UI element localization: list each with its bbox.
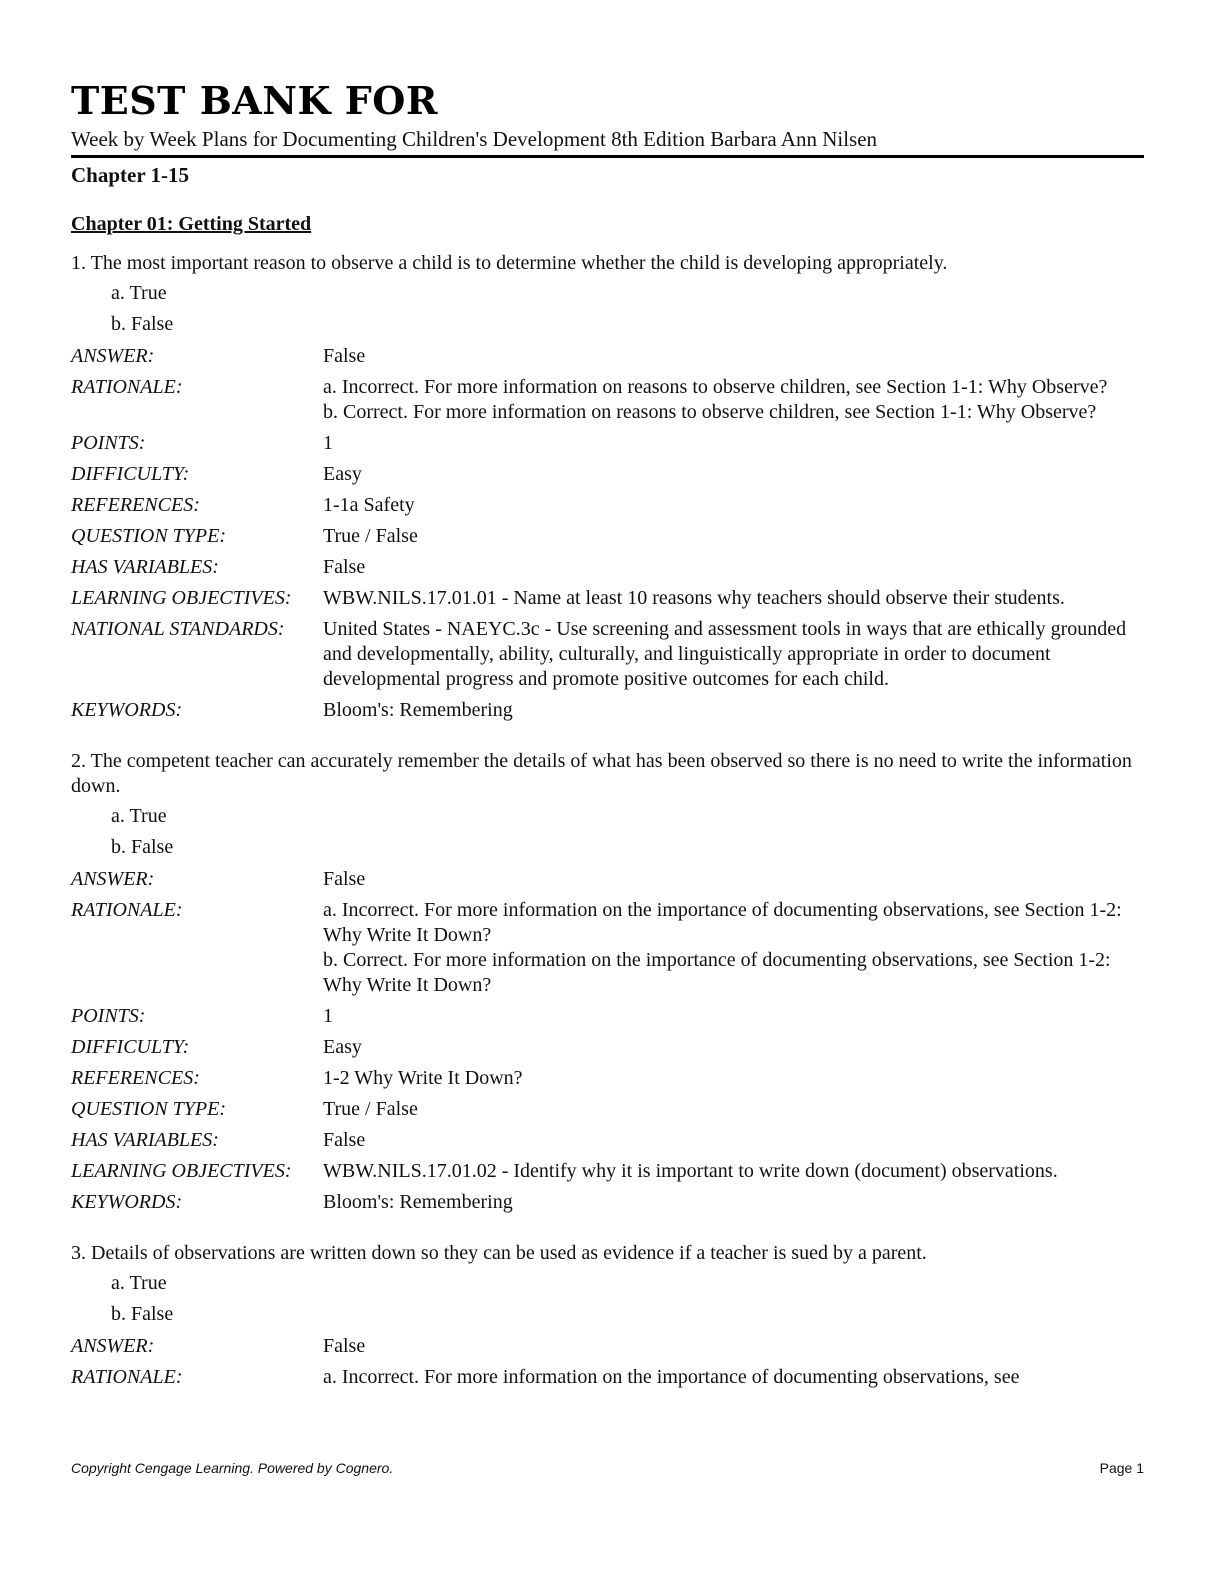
references-label: REFERENCES: <box>71 494 200 516</box>
question-type-label: QUESTION TYPE: <box>71 525 227 547</box>
rationale-b: b. Correct. For more information on the importance of documenting observations, see Section 1-2: Why Write It Down? <box>323 949 1111 996</box>
rationale-row <box>71 375 1144 425</box>
question-type-row <box>71 524 1144 549</box>
references-value: 1-1a Safety <box>323 494 415 516</box>
points-label: POINTS: <box>71 432 146 454</box>
has-variables-label: HAS VARIABLES: <box>71 556 219 578</box>
learning-objectives-value: WBW.NILS.17.01.01 - Name at least 10 reasons why teachers should observe their students. <box>323 587 1065 609</box>
keywords-label: KEYWORDS: <box>71 699 183 721</box>
question-type-label: QUESTION TYPE: <box>71 1098 227 1120</box>
answer-label: ANSWER: <box>71 868 155 890</box>
has-variables-value: False <box>323 1129 366 1151</box>
document-subtitle: Week by Week Plans for Documenting Children's Development 8th Edition Barbara Ann Nilsen <box>71 127 878 151</box>
rationale-value <box>323 375 1144 425</box>
difficulty-value: Easy <box>323 463 362 485</box>
choice-a: a. True <box>111 805 167 827</box>
rationale-b: b. Correct. For more information on reasons to observe children, see Section 1-1: Why Observe? <box>323 401 1097 423</box>
keywords-value: Bloom's: Remembering <box>323 699 513 721</box>
rationale-value <box>323 898 1144 998</box>
question-type-row <box>71 1097 1144 1122</box>
keywords-row <box>71 1190 1144 1215</box>
points-row <box>71 431 1144 456</box>
has-variables-row <box>71 555 1144 580</box>
answer-row <box>71 1334 1144 1359</box>
question-metadata <box>71 344 1144 723</box>
keywords-row <box>71 698 1144 723</box>
points-row <box>71 1004 1144 1029</box>
difficulty-row <box>71 1035 1144 1060</box>
answer-label: ANSWER: <box>71 345 155 367</box>
answer-label: ANSWER: <box>71 1335 155 1357</box>
difficulty-label: DIFFICULTY: <box>71 1036 190 1058</box>
question-1 <box>71 251 1144 723</box>
document-title: TEST BANK FOR <box>71 78 438 123</box>
rationale-a: a. Incorrect. For more information on reasons to observe children, see Section 1-1: Why Observe? <box>323 376 1108 398</box>
has-variables-value: False <box>323 556 366 578</box>
answer-choices <box>111 1268 1144 1330</box>
references-row <box>71 1066 1144 1091</box>
question-text: 3. Details of observations are written down so they can be used as evidence if a teacher is sued by a parent. <box>71 1242 927 1264</box>
learning-objectives-row <box>71 1159 1144 1184</box>
rationale-row <box>71 1365 1144 1390</box>
question-text: 2. The competent teacher can accurately remember the details of what has been observed so there is no need to write the information down. <box>71 750 1132 797</box>
question-3 <box>71 1241 1144 1390</box>
question-metadata <box>71 867 1144 1215</box>
references-label: REFERENCES: <box>71 1067 200 1089</box>
choice-a: a. True <box>111 1272 167 1294</box>
answer-value: False <box>323 868 366 890</box>
keywords-label: KEYWORDS: <box>71 1191 183 1213</box>
difficulty-label: DIFFICULTY: <box>71 463 190 485</box>
difficulty-value: Easy <box>323 1036 362 1058</box>
title-divider <box>71 155 1144 158</box>
answer-choices <box>111 801 1144 863</box>
rationale-row <box>71 898 1144 998</box>
points-label: POINTS: <box>71 1005 146 1027</box>
rationale-a: a. Incorrect. For more information on the importance of documenting observations, see Section 1-2: Why Write It Down? <box>323 899 1122 946</box>
learning-objectives-label: LEARNING OBJECTIVES: <box>71 1160 292 1182</box>
answer-choices <box>111 278 1144 340</box>
chapter-heading: Chapter 01: Getting Started <box>71 213 312 235</box>
rationale-a: a. Incorrect. For more information on the importance of documenting observations, see <box>323 1366 1020 1388</box>
difficulty-row <box>71 462 1144 487</box>
question-metadata <box>71 1334 1144 1390</box>
references-value: 1-2 Why Write It Down? <box>323 1067 523 1089</box>
choice-b: b. False <box>111 1303 174 1325</box>
points-value: 1 <box>323 1005 333 1027</box>
rationale-value <box>323 1365 1144 1390</box>
document-page <box>71 78 1144 1390</box>
learning-objectives-value: WBW.NILS.17.01.02 - Identify why it is important to write down (document) observations. <box>323 1160 1058 1182</box>
question-type-value: True / False <box>323 1098 418 1120</box>
page-number: Page 1 <box>1099 1460 1144 1476</box>
question-2 <box>71 749 1144 1215</box>
question-text: 1. The most important reason to observe a child is to determine whether the child is developing appropriately. <box>71 252 948 274</box>
page-footer <box>71 1460 1144 1476</box>
national-standards-row <box>71 617 1144 692</box>
choice-b: b. False <box>111 836 174 858</box>
keywords-value: Bloom's: Remembering <box>323 1191 513 1213</box>
answer-row <box>71 344 1144 369</box>
answer-value: False <box>323 345 366 367</box>
national-standards-label: NATIONAL STANDARDS: <box>71 618 285 640</box>
learning-objectives-row <box>71 586 1144 611</box>
references-row <box>71 493 1144 518</box>
question-type-value: True / False <box>323 525 418 547</box>
points-value: 1 <box>323 432 333 454</box>
learning-objectives-label: LEARNING OBJECTIVES: <box>71 587 292 609</box>
answer-value: False <box>323 1335 366 1357</box>
choice-b: b. False <box>111 313 174 335</box>
chapter-range: Chapter 1-15 <box>71 163 190 187</box>
has-variables-row <box>71 1128 1144 1153</box>
rationale-label: RATIONALE: <box>71 1366 183 1388</box>
rationale-label: RATIONALE: <box>71 376 183 398</box>
national-standards-value: United States - NAEYC.3c - Use screening and assessment tools in ways that are ethically grounded and developmentally, ability, culturally, and linguistically appropriate in order to document developmental progress and promote positive outcomes for each child. <box>323 618 1127 690</box>
copyright-notice: Copyright Cengage Learning. Powered by Cognero. <box>71 1460 394 1476</box>
answer-row <box>71 867 1144 892</box>
rationale-label: RATIONALE: <box>71 899 183 921</box>
choice-a: a. True <box>111 282 167 304</box>
has-variables-label: HAS VARIABLES: <box>71 1129 219 1151</box>
